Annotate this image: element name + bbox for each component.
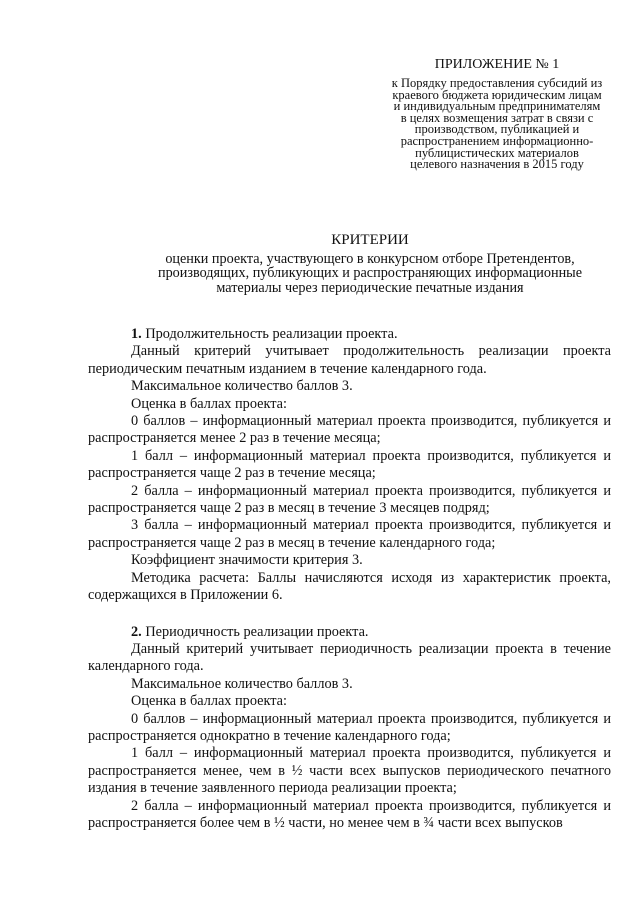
criterion-2-paragraph: 2 балла – информационный материал проекта производится, публикуется и распространяется более чем в ½ части, но менее чем в ¾ части всех выпусков	[88, 797, 611, 831]
subheading-line: оценки проекта, участвующего в конкурсном отборе Претендентов,	[165, 251, 575, 267]
document-subheading	[0, 252, 640, 295]
subheading-line: производящих, публикующих и распространяющих информационные	[157, 265, 582, 282]
appendix-line: публицистических материалов	[415, 145, 579, 160]
criterion-1-paragraph: Оценка в баллах проекта:	[131, 395, 287, 412]
criterion-2-paragraph: Оценка в баллах проекта:	[131, 693, 287, 710]
criterion-1-number: 1.	[131, 326, 142, 342]
appendix-line: в целях возмещения затрат в связи с	[400, 110, 594, 125]
subheading-line: материалы через периодические печатные издания	[216, 279, 524, 296]
criterion-2-number: 2.	[131, 623, 142, 640]
criterion-2-title-text: Периодичность реализации проекта.	[145, 623, 369, 640]
document-heading: КРИТЕРИИ	[331, 232, 409, 248]
criterion-1-paragraph: Максимальное количество баллов 3.	[131, 378, 353, 395]
criterion-1-title	[88, 326, 611, 343]
section-gap	[88, 605, 611, 624]
appendix-line: и индивидуальным предпринимателям	[393, 99, 601, 114]
criterion-1-paragraph: 1 балл – информационный материал проекта производится, публикуется и распространяется чаще 2 раз в течение месяца;	[88, 447, 611, 482]
document-body	[88, 326, 611, 832]
appendix-line: распространением информационно-	[400, 133, 594, 148]
criterion-1-paragraph: 3 балла – информационный материал проекта производится, публикуется и распространяется чаще 2 раз в месяц в течение календарного года;	[88, 517, 611, 551]
criterion-1-paragraph: 0 баллов – информационный материал проекта производится, публикуется и распространяется менее 2 раз в течение месяца;	[88, 413, 611, 447]
appendix-reference	[384, 78, 610, 171]
criterion-2-paragraph: Данный критерий учитывает периодичность реализации проекта в течение календарного года.	[88, 640, 611, 675]
criterion-1-title-text: Продолжительность реализации проекта.	[145, 326, 398, 342]
criterion-2-paragraph: Максимальное количество баллов 3.	[131, 675, 353, 692]
criterion-2-title	[88, 624, 611, 641]
appendix-title: ПРИЛОЖЕНИЕ № 1	[434, 57, 560, 72]
criterion-2-paragraph: 1 балл – информационный материал проекта производится, публикуется и распространяется менее, чем в ½ части всех выпусков периодического печатного издания в течение заявленного периода реализации проекта;	[88, 745, 611, 797]
criterion-1-paragraph: Данный критерий учитывает продолжительность реализации проекта периодическим печатным изданием в течение календарного года.	[88, 343, 611, 377]
appendix-line: производством, публикацией и	[414, 122, 580, 137]
appendix-line: целевого назначения в 2015 году	[410, 157, 584, 172]
appendix-line: краевого бюджета юридическим лицам	[392, 87, 602, 102]
appendix-line: к Порядку предоставления субсидий из	[391, 76, 603, 90]
criterion-2-paragraph: 0 баллов – информационный материал проекта производится, публикуется и распространяется однократно в течение календарного года;	[88, 710, 611, 744]
criterion-1-paragraph: 2 балла – информационный материал проекта производится, публикуется и распространяется чаще 2 раз в месяц в течение 3 месяцев подряд;	[88, 482, 611, 517]
criterion-1-paragraph: Методика расчета: Баллы начисляются исходя из характеристик проекта, содержащихся в Приложении 6.	[88, 569, 611, 604]
criterion-1-paragraph: Коэффициент значимости критерия 3.	[131, 552, 363, 569]
